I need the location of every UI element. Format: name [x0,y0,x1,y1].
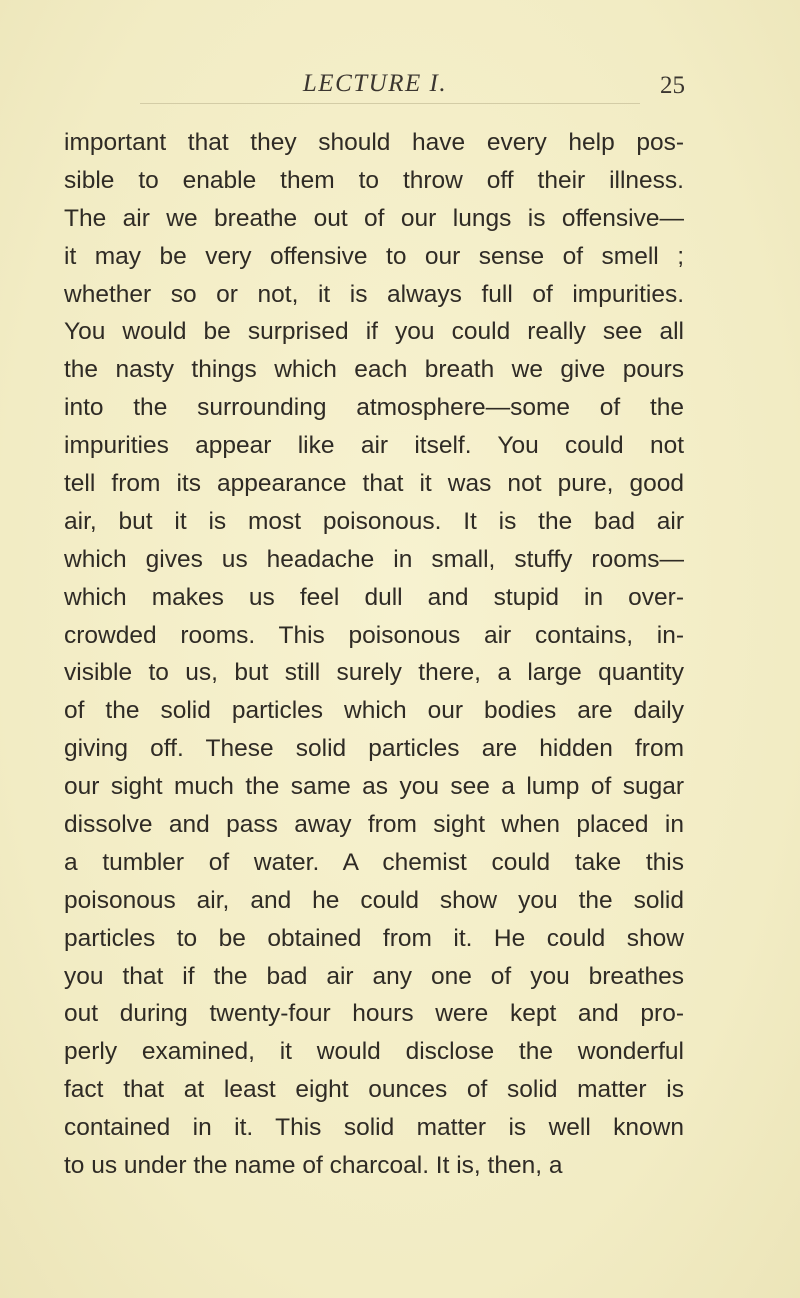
text-line: to us under the name of charcoal. It is, then, a [64,1152,563,1180]
text-line: which gives us headache in small, stuffy rooms— [64,545,684,573]
text-line: visible to us, but still surely there, a large quantity [64,659,684,687]
text-line: impurities appear like air itself. You could not [64,432,684,460]
text-line: of the solid particles which our bodies are daily [64,697,684,725]
text-line: poisonous air, and he could show you the solid [64,886,684,914]
text-line: whether so or not, it is always full of impurities. [64,280,684,308]
text-line: The air we breathe out of our lungs is offensive— [64,204,684,232]
text-line: particles to be obtained from it. He could show [64,924,684,952]
text-line: our sight much the same as you see a lump of sugar [64,773,684,801]
text-line: giving off. These solid particles are hidden from [64,735,684,763]
body-text [64,124,684,1185]
text-line: a tumbler of water. A chemist could take this [64,848,684,876]
text-line: into the surrounding atmosphere—some of the [64,394,684,422]
text-line: air, but it is most poisonous. It is the bad air [64,507,684,535]
running-title: LECTURE I. [302,70,448,97]
text-line: contained in it. This solid matter is well known [64,1114,684,1142]
text-line: fact that at least eight ounces of solid matter is [64,1076,684,1104]
text-line: it may be very offensive to our sense of smell ; [64,242,684,270]
text-line: important that they should have every help pos- [64,129,684,156]
text-line: the nasty things which each breath we give pours [64,356,684,384]
text-line: perly examined, it would disclose the wonderful [64,1038,684,1066]
text-line: out during twenty-four hours were kept and pro- [64,1000,684,1028]
text-line: you that if the bad air any one of you breathes [64,962,684,990]
running-head [65,70,685,110]
text-line: which makes us feel dull and stupid in over- [64,583,684,611]
page-number: 25 [660,72,685,99]
text-line: You would be surprised if you could really see all [64,318,684,346]
text-line: dissolve and pass away from sight when placed in [64,811,684,839]
text-line: crowded rooms. This poisonous air contains, in- [64,621,684,649]
text-line: sible to enable them to throw off their illness. [64,166,684,194]
header-rule [140,103,640,104]
text-line: tell from its appearance that it was not pure, good [64,470,684,498]
